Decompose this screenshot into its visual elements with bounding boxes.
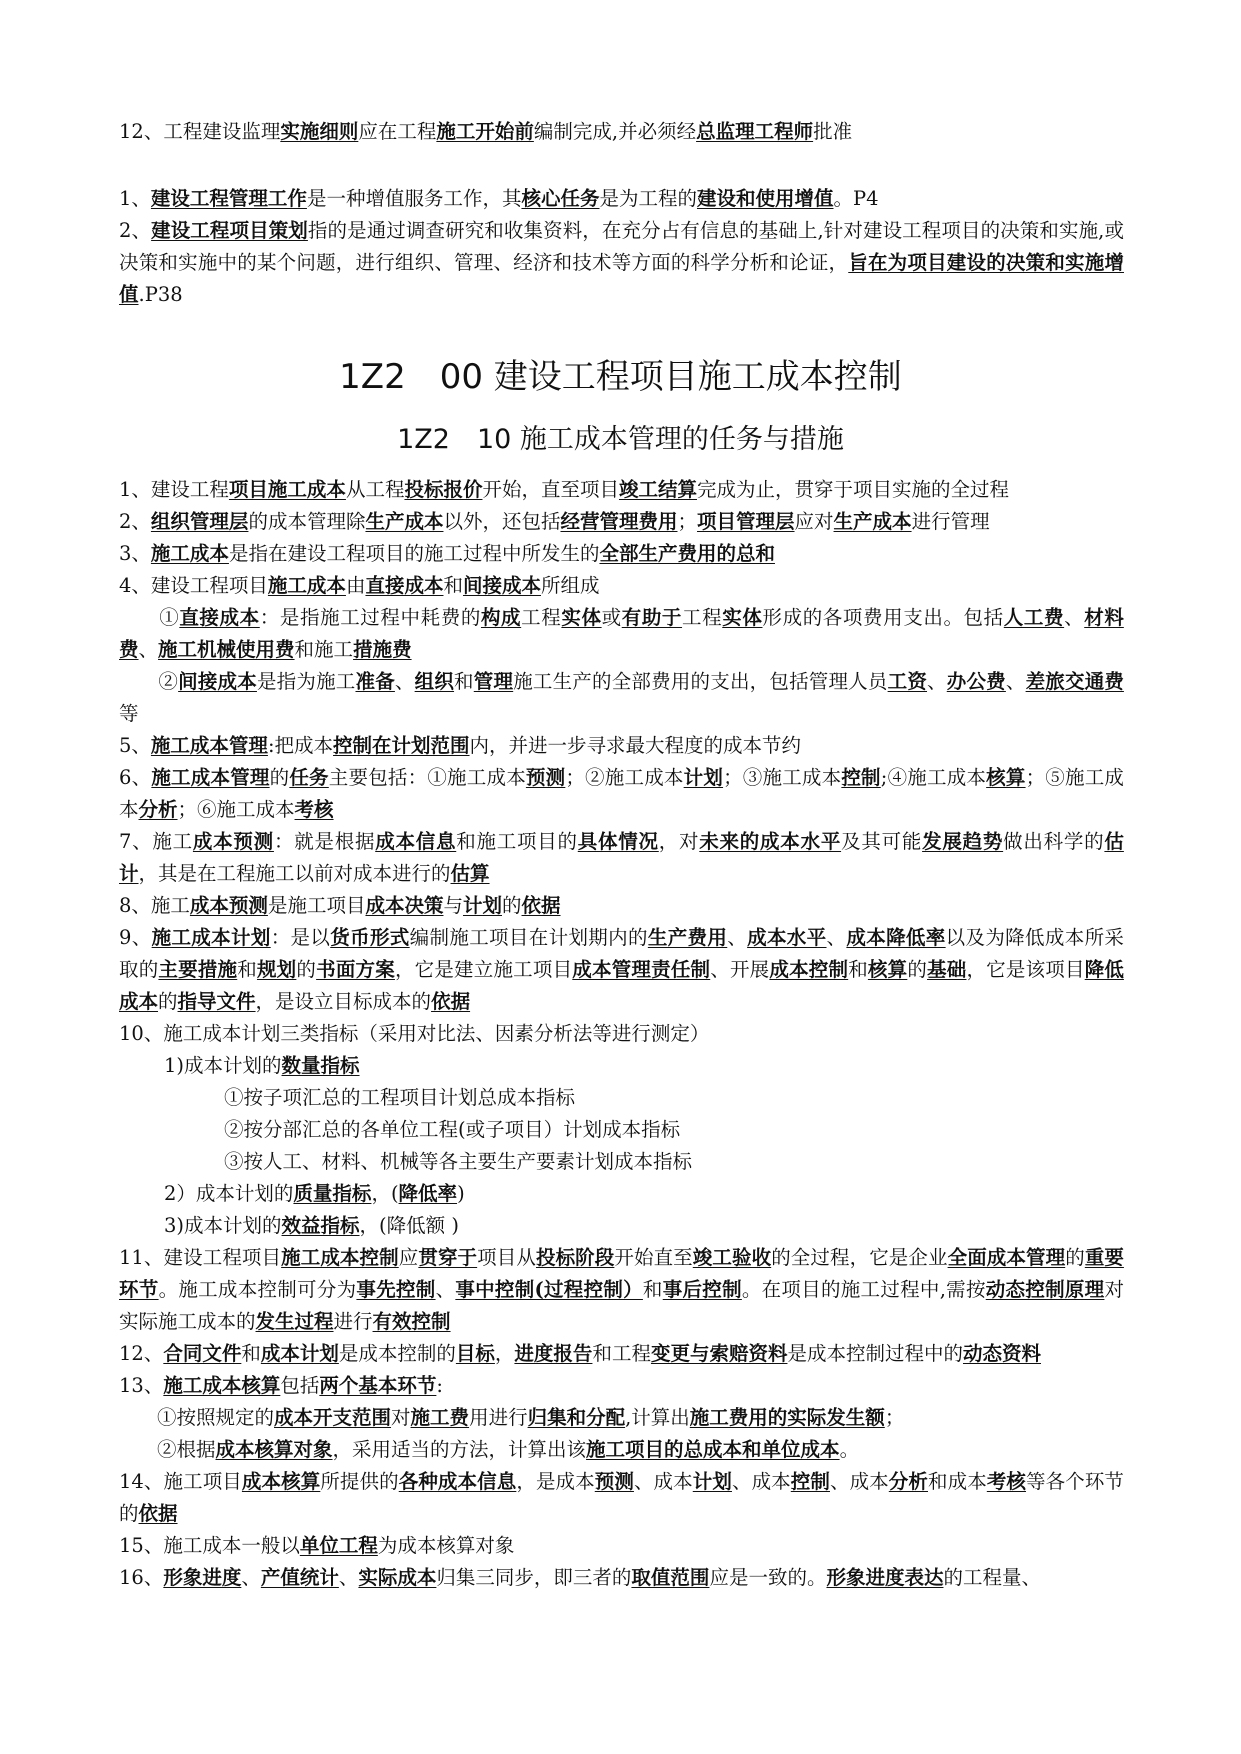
- key-term: 施工成本管理: [150, 734, 268, 757]
- text-run: 等: [119, 702, 139, 725]
- key-term: 施工成本: [267, 574, 346, 597]
- text-run: 的工程量、: [943, 1566, 1041, 1589]
- text-run: 工程: [682, 606, 723, 629]
- text-run: ；: [677, 510, 698, 533]
- text-run: 以外，还包括: [443, 510, 561, 533]
- key-term: 发展趋势: [922, 830, 1004, 853]
- key-term: 核算: [867, 958, 908, 981]
- key-term: 全面成本管理: [947, 1246, 1066, 1269]
- key-term: 生产成本: [365, 510, 444, 533]
- text-run: 、: [435, 1278, 456, 1301]
- note-item: [119, 215, 1124, 311]
- key-term: 核心任务: [521, 187, 600, 210]
- text-run: 包括: [280, 1374, 320, 1397]
- text-run: 等各个环节的: [119, 1470, 1124, 1525]
- text-run: 1、: [119, 187, 151, 210]
- key-term: 实体: [561, 606, 602, 629]
- text-run: 、成本: [829, 1470, 889, 1493]
- text-run: 、: [138, 638, 159, 661]
- text-run: .P38: [138, 283, 183, 306]
- text-run: 3)成本计划的: [164, 1214, 282, 1237]
- text-run: 及其可能: [841, 830, 923, 853]
- note-item: [119, 1338, 1124, 1370]
- text-run: 对实际施工成本的: [119, 1278, 1124, 1333]
- text-run: 内，并进一步寻求最大程度的成本节约: [469, 734, 802, 757]
- text-run: 由: [345, 574, 366, 597]
- key-term: 实际成本: [358, 1566, 437, 1589]
- text-run: ①: [119, 606, 180, 629]
- text-run: 、开展: [710, 958, 770, 981]
- text-run: ①按子项汇总的工程项目计划总成本指标: [224, 1086, 576, 1109]
- key-term: 旨在为项目建设的决策和实施增值: [119, 251, 1124, 306]
- key-term: 竣工验收: [692, 1246, 772, 1269]
- text-run: 形成的各项费用支出。包括: [762, 606, 1004, 629]
- text-run: ：是以: [270, 926, 331, 949]
- key-term: 降低成本: [119, 958, 1124, 1013]
- text-run: 和: [642, 1278, 663, 1301]
- key-term: 质量指标: [293, 1182, 372, 1205]
- key-term: 材料费: [119, 606, 1124, 661]
- key-term: 变更与索赔资料: [650, 1342, 788, 1365]
- text-run: 以及为降低成本所采取的: [119, 926, 1124, 981]
- key-term: 贯穿于: [418, 1246, 478, 1269]
- text-run: ，是成本: [516, 1470, 595, 1493]
- note-item: [119, 1434, 1124, 1466]
- text-run: 和成本: [928, 1470, 987, 1493]
- text-run: ，: [494, 1342, 515, 1365]
- text-run: 的: [1065, 1246, 1085, 1269]
- text-run: 、: [826, 926, 847, 949]
- key-term: 建设和使用增值: [696, 187, 834, 210]
- key-term: 措施费: [353, 638, 412, 661]
- text-run: ，其是在工程施工以前对成本进行的: [138, 862, 451, 885]
- text-run: 3、: [119, 542, 151, 565]
- text-run: 应是一致的。: [709, 1566, 827, 1589]
- key-term: 估计: [119, 830, 1124, 885]
- key-term: 施工成本: [150, 542, 229, 565]
- key-term: 差旅交通费: [1025, 670, 1124, 693]
- key-term: 估算: [450, 862, 490, 885]
- key-term: 形象进度: [163, 1566, 242, 1589]
- text-run: 指的是通过调查研究和收集资料，在充分占有信息的基础上,针对建设工程项目的决策和实施,或决策和实施中的某个问题，进行组织、管理、经济和技术等方面的科学分析和论证，: [119, 219, 1124, 274]
- text-run: 6、: [119, 766, 152, 789]
- key-term: 项目施工成本: [228, 478, 346, 501]
- key-term: 成本管理责任制: [572, 958, 711, 981]
- key-term: 取值范围: [631, 1566, 710, 1589]
- key-term: 直接成本: [365, 574, 444, 597]
- key-term: 人工费: [1003, 606, 1065, 629]
- key-term: 成本计划: [260, 1342, 339, 1365]
- text-run: 开始，直至项目: [482, 478, 619, 501]
- key-term: 直接成本: [179, 606, 260, 629]
- key-term: 事中控制(过程控制）: [455, 1278, 643, 1301]
- text-run: 应在工程: [358, 120, 437, 143]
- key-term: 动态资料: [962, 1342, 1041, 1365]
- text-run: 的全过程，它是企业: [771, 1246, 948, 1269]
- key-term: 动态控制原理: [985, 1278, 1105, 1301]
- key-term: 构成: [480, 606, 522, 629]
- key-term: 目标: [455, 1342, 495, 1365]
- key-term: 间接成本: [462, 574, 541, 597]
- note-item: [119, 538, 1124, 570]
- key-term: 实体: [722, 606, 763, 629]
- text-run: 是一种增值服务工作，其: [306, 187, 522, 210]
- note-item: [119, 1370, 1124, 1402]
- top-note: [119, 116, 1124, 148]
- note-item: [119, 1242, 1124, 1338]
- text-run: 所提供的: [320, 1470, 399, 1493]
- key-term: 建设工程管理工作: [150, 187, 307, 210]
- key-term: 依据: [521, 894, 561, 917]
- text-run: 进行: [333, 1310, 373, 1333]
- key-term: 有助于: [621, 606, 683, 629]
- text-run: 和施工项目的: [456, 830, 578, 853]
- key-term: 生产费用: [647, 926, 728, 949]
- text-run: 和: [241, 1342, 261, 1365]
- text-run: 8、施工: [119, 894, 190, 917]
- text-run: 是为工程的: [599, 187, 697, 210]
- key-term: 归集和分配: [527, 1406, 626, 1429]
- text-run: 施工生产的全部费用的支出，包括管理人员: [513, 670, 888, 693]
- key-term: 发生过程: [255, 1310, 334, 1333]
- text-run: 开始直至: [614, 1246, 693, 1269]
- chapter-title: 1Z2 00 建设工程项目施工成本控制: [339, 357, 902, 397]
- text-run: 、: [1005, 670, 1026, 693]
- note-item: [119, 890, 1124, 922]
- key-term: 依据: [431, 990, 471, 1013]
- key-term: 间接成本: [178, 670, 257, 693]
- key-term: 考核: [294, 798, 334, 821]
- key-term: 施工费用的实际发生额: [689, 1406, 885, 1429]
- key-term: 计划: [683, 766, 724, 789]
- text-run: 、: [394, 670, 415, 693]
- key-term: 指导文件: [177, 990, 256, 1013]
- note-item: [119, 602, 1124, 666]
- key-term: 任务: [289, 766, 329, 789]
- note-item: [119, 826, 1124, 890]
- key-term: 进度报告: [514, 1342, 593, 1365]
- text-run: 12、: [119, 1342, 164, 1365]
- text-run: 、: [338, 1566, 359, 1589]
- text-run: 、: [927, 670, 947, 693]
- text-run: ，是设立目标成本的: [255, 990, 432, 1013]
- text-run: 从工程: [345, 478, 405, 501]
- text-run: 用进行: [469, 1406, 528, 1429]
- text-run: ，对: [658, 830, 700, 853]
- text-run: 13、: [119, 1374, 164, 1397]
- text-run: ③按人工、材料、机械等各主要生产要素计划成本指标: [224, 1150, 693, 1173]
- key-term: 实施细则: [280, 120, 359, 143]
- text-run: 工程: [521, 606, 562, 629]
- note-item: [119, 1146, 1124, 1178]
- key-term: 主要措施: [158, 958, 238, 981]
- section-title: 1Z2 10 施工成本管理的任务与措施: [397, 424, 844, 455]
- text-run: 。施工成本控制可分为: [158, 1278, 357, 1301]
- text-run: :: [436, 1374, 443, 1397]
- key-term: 成本预测: [189, 894, 268, 917]
- text-run: 、成本: [731, 1470, 791, 1493]
- key-term: 书面方案: [316, 958, 395, 981]
- key-term: 货币形式: [330, 926, 410, 949]
- text-run: 、: [1064, 606, 1085, 629]
- key-term: 成本开支范围: [274, 1406, 392, 1429]
- note-item: [119, 730, 1124, 762]
- text-run: 和: [443, 574, 463, 597]
- key-term: 事先控制: [356, 1278, 436, 1301]
- text-run: 和: [454, 670, 474, 693]
- note-line: [119, 116, 1124, 148]
- note-item: [119, 1018, 1124, 1050]
- key-term: 两个基本环节: [319, 1374, 437, 1397]
- note-item: [119, 1050, 1124, 1082]
- text-run: 是指为施工: [256, 670, 356, 693]
- text-run: 4、建设工程项目: [119, 574, 268, 597]
- key-term: 形象进度表达: [826, 1566, 944, 1589]
- key-term: 全部生产费用的总和: [599, 542, 775, 565]
- text-run: 是施工项目: [267, 894, 366, 917]
- text-run: 15、施工成本一般以: [119, 1534, 300, 1557]
- text-run: 完成为止，贯穿于项目实施的全过程: [697, 478, 1010, 501]
- text-run: 或: [601, 606, 622, 629]
- key-term: 规划: [256, 958, 297, 981]
- key-term: 基础: [927, 958, 967, 981]
- text-run: 9、: [119, 926, 152, 949]
- text-run: 和: [237, 958, 257, 981]
- note-item: [119, 1530, 1124, 1562]
- text-run: ;④施工成本: [880, 766, 987, 789]
- text-run: 和: [848, 958, 868, 981]
- text-run: 11、建设工程项目: [119, 1246, 282, 1269]
- note-item: [119, 1466, 1124, 1530]
- text-run: 对: [391, 1406, 411, 1429]
- key-term: 成本降低率: [846, 926, 946, 949]
- text-run: 的成本管理除: [248, 510, 366, 533]
- text-run: 、: [727, 926, 748, 949]
- note-item: [119, 1402, 1124, 1434]
- key-term: 依据: [138, 1502, 178, 1525]
- text-run: ②根据: [157, 1438, 216, 1461]
- note-item: [119, 1114, 1124, 1146]
- key-term: 控制: [841, 766, 881, 789]
- text-run: 7、施工: [119, 830, 193, 853]
- key-term: 成本核算对象: [215, 1438, 333, 1461]
- key-term: 生产成本: [833, 510, 912, 533]
- text-run: 是指在建设工程项目的施工过程中所发生的: [228, 542, 600, 565]
- text-run: ；⑤施工成本: [119, 766, 1124, 821]
- text-run: 5、: [119, 734, 151, 757]
- text-run: 2、: [119, 219, 152, 242]
- text-run: 、成本: [633, 1470, 693, 1493]
- key-term: 成本水平: [747, 926, 827, 949]
- text-run: ,计算出: [625, 1406, 690, 1429]
- text-run: 与: [443, 894, 463, 917]
- text-run: 是成本控制的: [338, 1342, 456, 1365]
- key-term: 合同文件: [163, 1342, 242, 1365]
- text-run: 12、工程建设监理: [119, 120, 281, 143]
- text-run: ，(降低额 ): [359, 1214, 459, 1237]
- text-run: ，(: [371, 1182, 399, 1205]
- key-term: 竣工结算: [618, 478, 697, 501]
- note-item: [119, 1210, 1124, 1242]
- text-run: 项目从: [477, 1246, 536, 1269]
- text-run: 16、: [119, 1566, 164, 1589]
- text-run: 。在项目的施工过程中,需按: [741, 1278, 986, 1301]
- text-run: ；③施工成本: [723, 766, 842, 789]
- intro-notes: [119, 183, 1124, 311]
- key-term: 总监理工程师: [696, 120, 814, 143]
- key-term: 经营管理费用: [560, 510, 678, 533]
- key-term: 成本信息: [375, 830, 457, 853]
- text-run: 和工程: [592, 1342, 651, 1365]
- key-term: 分析: [138, 798, 178, 821]
- key-term: 建设工程项目策划: [151, 219, 308, 242]
- key-term: 项目管理层: [697, 510, 795, 533]
- key-term: 办公费: [946, 670, 1006, 693]
- key-term: 组织管理层: [150, 510, 249, 533]
- note-item: [119, 1178, 1124, 1210]
- key-term: 重要环节: [119, 1246, 1124, 1301]
- text-run: 2）成本计划的: [164, 1182, 294, 1205]
- key-term: 考核: [986, 1470, 1027, 1493]
- key-term: 组织: [414, 670, 455, 693]
- text-run: 的: [907, 958, 928, 981]
- key-term: 降低率: [398, 1182, 458, 1205]
- key-term: 施工开始前: [436, 120, 534, 143]
- key-term: 成本决策: [365, 894, 444, 917]
- text-run: ：是指施工过程中耗费的: [259, 606, 481, 629]
- key-term: 施工成本控制: [281, 1246, 399, 1269]
- key-term: 投标报价: [404, 478, 483, 501]
- key-term: 未来的成本水平: [699, 830, 842, 853]
- note-item: [119, 666, 1124, 730]
- text-run: 批准: [813, 120, 853, 143]
- text-run: 为成本核算对象: [377, 1534, 515, 1557]
- note-item: [119, 570, 1124, 602]
- text-run: ；: [884, 1406, 905, 1429]
- text-run: 是成本控制过程中的: [787, 1342, 963, 1365]
- text-run: ：就是根据: [273, 830, 376, 853]
- text-run: 1)成本计划的: [164, 1054, 282, 1077]
- key-term: 管理: [473, 670, 514, 693]
- key-term: 计划: [692, 1470, 732, 1493]
- text-run: 所组成: [541, 574, 600, 597]
- key-term: 产值统计: [260, 1566, 339, 1589]
- key-term: 数量指标: [281, 1054, 360, 1077]
- key-term: 预测: [525, 766, 566, 789]
- key-term: 施工机械使用费: [158, 638, 295, 661]
- key-term: 单位工程: [299, 1534, 378, 1557]
- text-run: ): [457, 1182, 465, 1205]
- text-run: 。: [839, 1438, 860, 1461]
- key-term: 计划: [462, 894, 502, 917]
- key-term: 施工成本管理: [151, 766, 270, 789]
- text-run: 应对: [794, 510, 834, 533]
- key-term: 事后控制: [662, 1278, 742, 1301]
- key-term: 投标阶段: [535, 1246, 615, 1269]
- text-run: ，它是建立施工项目: [394, 958, 573, 981]
- key-term: 成本核算: [241, 1470, 321, 1493]
- note-item: [119, 506, 1124, 538]
- key-term: 施工项目的总成本和单位成本: [586, 1438, 840, 1461]
- note-item: [119, 474, 1124, 506]
- text-run: 和施工: [294, 638, 354, 661]
- key-term: 核算: [986, 766, 1026, 789]
- text-run: ②按分部汇总的各单位工程(或子项目）计划成本指标: [224, 1118, 681, 1141]
- text-run: :把成本: [267, 734, 334, 757]
- text-run: ①按照规定的: [157, 1406, 275, 1429]
- text-run: 编制施工项目在计划期内的: [409, 926, 648, 949]
- text-run: ，它是该项目: [966, 958, 1085, 981]
- text-run: 10、施工成本计划三类指标（采用对比法、因素分析法等进行测定）: [119, 1022, 710, 1045]
- text-run: 进行管理: [911, 510, 990, 533]
- note-item: [119, 922, 1124, 1018]
- text-run: 归集三同步，即三者的: [436, 1566, 632, 1589]
- key-term: 具体情况: [577, 830, 659, 853]
- key-term: 施工费: [410, 1406, 470, 1429]
- text-run: 做出科学的: [1003, 830, 1105, 853]
- note-item: [119, 762, 1124, 826]
- note-item: [119, 1082, 1124, 1114]
- key-term: 准备: [355, 670, 395, 693]
- text-run: 1、建设工程: [119, 478, 229, 501]
- text-run: 2、: [119, 510, 151, 533]
- text-run: 的: [269, 766, 290, 789]
- text-run: ；⑥施工成本: [177, 798, 295, 821]
- key-term: 控制: [790, 1470, 830, 1493]
- text-run: ，采用适当的方法，计算出该: [332, 1438, 587, 1461]
- key-term: 施工成本计划: [151, 926, 271, 949]
- note-item: [119, 1562, 1124, 1594]
- text-run: 的: [158, 990, 178, 1013]
- text-run: 14、施工项目: [119, 1470, 242, 1493]
- text-run: 。P4: [833, 187, 879, 210]
- text-run: 、: [241, 1566, 261, 1589]
- key-term: 成本预测: [192, 830, 274, 853]
- text-run: ；②施工成本: [565, 766, 684, 789]
- key-term: 各种成本信息: [398, 1470, 517, 1493]
- key-term: 控制在计划范围: [333, 734, 470, 757]
- key-term: 预测: [594, 1470, 634, 1493]
- key-term: 成本控制: [769, 958, 849, 981]
- text-run: 应: [398, 1246, 419, 1269]
- key-term: 工资: [887, 670, 928, 693]
- text-run: ②: [119, 670, 179, 693]
- key-term: 效益指标: [281, 1214, 360, 1237]
- text-run: 的: [296, 958, 317, 981]
- key-term: 施工成本核算: [163, 1374, 281, 1397]
- text-run: 的: [502, 894, 522, 917]
- section-notes: [119, 474, 1124, 1594]
- text-run: 编制完成,并必须经: [533, 120, 697, 143]
- text-run: 主要包括：①施工成本: [328, 766, 526, 789]
- note-item: [119, 183, 1124, 215]
- key-term: 有效控制: [372, 1310, 451, 1333]
- key-term: 分析: [888, 1470, 928, 1493]
